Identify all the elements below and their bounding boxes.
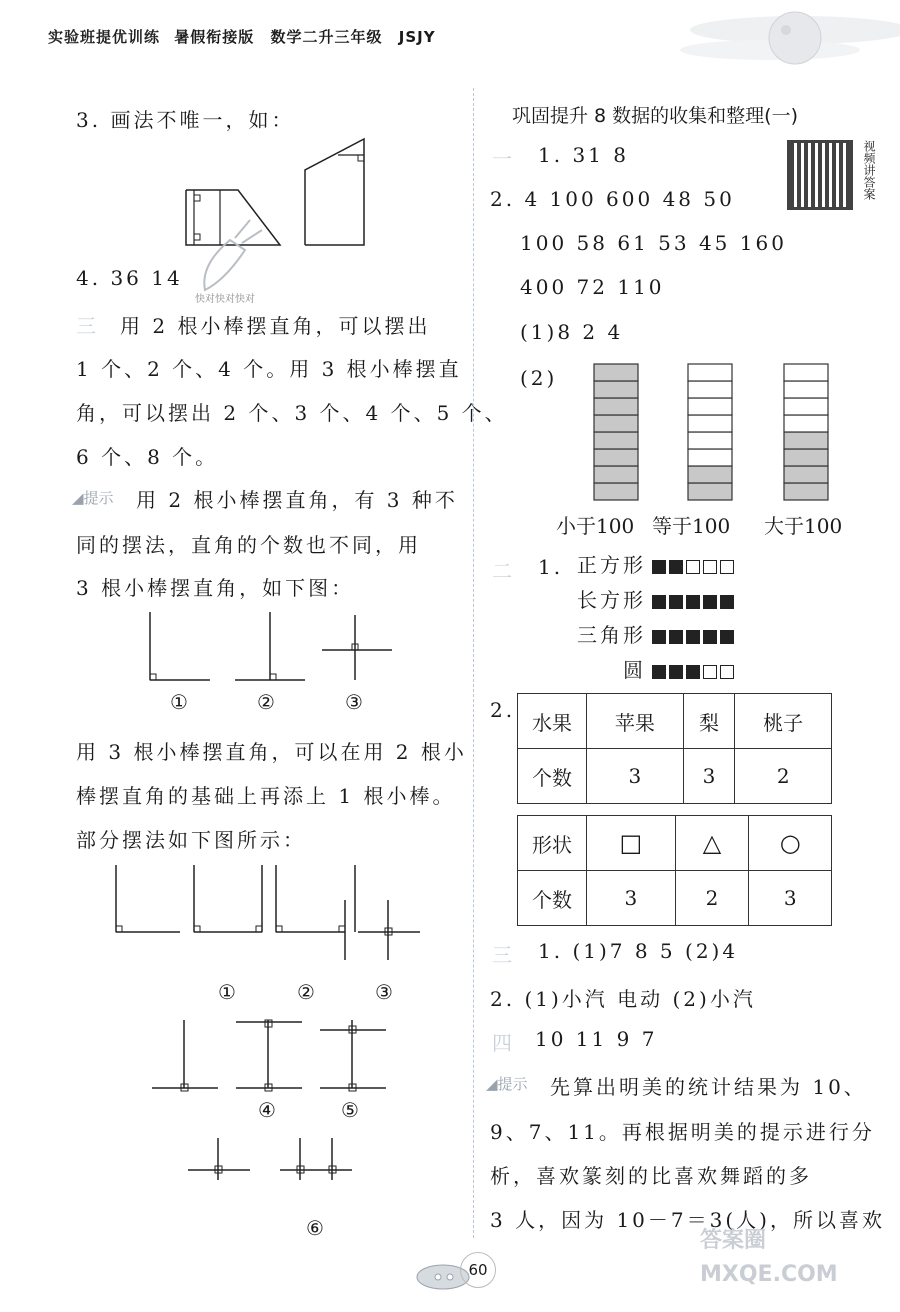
fig2-label-6: ⑥ bbox=[306, 1216, 327, 1240]
tally-empty-square bbox=[720, 560, 734, 574]
table-cell: 3 bbox=[749, 871, 832, 926]
tally-filled-square bbox=[686, 595, 700, 609]
table-row bbox=[518, 749, 832, 804]
header-edition: 暑假衔接版 bbox=[174, 28, 255, 46]
right-section4-marker: 四 bbox=[492, 1031, 512, 1055]
sec1-q2-line1: 2. 4 100 600 48 50 bbox=[490, 187, 735, 211]
left-p2-line3: 部分摆法如下图所示： bbox=[76, 828, 306, 852]
sec1-q2-part2: (2) bbox=[520, 366, 558, 390]
bar-cell bbox=[594, 432, 638, 449]
shape-row-label: 圆 bbox=[623, 658, 646, 682]
shape-row-label: 三角形 bbox=[577, 623, 646, 647]
qr-caption: 视频讲答案 bbox=[862, 140, 876, 200]
shape-row bbox=[562, 618, 737, 653]
footer-watermark: 答案圈 MXQE.COM bbox=[700, 1228, 838, 1287]
fig2-label-2: ② bbox=[297, 980, 318, 1004]
tally-empty-square bbox=[703, 665, 717, 679]
stacked-box-chart bbox=[590, 360, 840, 505]
header-code: JSJY bbox=[398, 28, 436, 46]
table-cell: □ bbox=[587, 816, 675, 871]
header-subject: 数学二升三年级 bbox=[270, 28, 383, 46]
right-section1-marker: 一 bbox=[492, 147, 512, 171]
right-hint-label: ◢提示 bbox=[486, 1075, 528, 1093]
bar-cell bbox=[688, 483, 732, 500]
tally-filled-square bbox=[703, 630, 717, 644]
table-row bbox=[518, 694, 832, 749]
bar-cell bbox=[594, 398, 638, 415]
header-series: 实验班提优训练 bbox=[48, 28, 161, 46]
bar-cell bbox=[784, 381, 828, 398]
tally-filled-square bbox=[720, 595, 734, 609]
bar-cell bbox=[688, 449, 732, 466]
fig1-label-2: ② bbox=[257, 690, 278, 714]
tally-filled-square bbox=[720, 630, 734, 644]
bar-cell bbox=[688, 381, 732, 398]
bar-cell bbox=[784, 398, 828, 415]
bar-cell bbox=[594, 466, 638, 483]
fig1-label-3: ③ bbox=[345, 690, 366, 714]
left-section3-marker: 三 bbox=[76, 314, 96, 338]
left-p2-line2: 棒摆直角的基础上再添上 1 根小棒。 bbox=[76, 784, 456, 808]
bar-label-3: 大于100 bbox=[764, 514, 843, 538]
table-cell: 桃子 bbox=[735, 694, 832, 749]
sec2-q2-num: 2. bbox=[490, 698, 516, 722]
bar-cell bbox=[688, 364, 732, 381]
shape-row bbox=[562, 583, 737, 618]
fig2-label-5: ⑤ bbox=[341, 1098, 362, 1122]
left-q3: 3. 画法不唯一，如： bbox=[76, 108, 295, 132]
right-title: 巩固提升 8 数据的收集和整理(一) bbox=[512, 105, 798, 127]
header bbox=[48, 26, 436, 47]
shape-row-label: 正方形 bbox=[577, 553, 646, 577]
bar-cell bbox=[784, 483, 828, 500]
bar-cell bbox=[784, 432, 828, 449]
table-cell: ○ bbox=[749, 816, 832, 871]
left-s3-line2: 1 个、2 个、4 个。用 3 根小棒摆直 bbox=[76, 357, 462, 381]
shape-row-label: 长方形 bbox=[577, 588, 646, 612]
bar-cell bbox=[594, 449, 638, 466]
bar-label-1: 小于100 bbox=[556, 514, 635, 538]
sec2-q1-num: 1. bbox=[538, 555, 564, 579]
bar-cell bbox=[784, 415, 828, 432]
column-divider bbox=[473, 88, 474, 1238]
left-s3-line3: 角，可以摆出 2 个、3 个、4 个、5 个、 bbox=[76, 401, 508, 425]
left-s3-line1: 用 2 根小棒摆直角，可以摆出 bbox=[120, 314, 431, 338]
tally-empty-square bbox=[686, 560, 700, 574]
sec3-q1: 1. (1)7 8 5 (2)4 bbox=[538, 939, 739, 963]
bar-cell bbox=[688, 432, 732, 449]
figure-two-sticks bbox=[140, 610, 400, 685]
left-q4: 4. 36 14 bbox=[76, 266, 183, 290]
right-hint-line1: 先算出明美的统计结果为 10、 bbox=[550, 1075, 867, 1099]
left-hint-line2: 同的摆法，直角的个数也不同，用 bbox=[76, 533, 421, 557]
bar-cell bbox=[594, 483, 638, 500]
bar-cell bbox=[784, 449, 828, 466]
bar-label-2: 等于100 bbox=[652, 514, 731, 538]
table-cell: 形状 bbox=[518, 816, 587, 871]
tally-filled-square bbox=[669, 560, 683, 574]
carrot-icon bbox=[190, 210, 270, 300]
left-p2-line1: 用 3 根小棒摆直角，可以在用 2 根小 bbox=[76, 740, 467, 764]
figure-three-sticks bbox=[100, 860, 430, 1180]
q3-figures bbox=[150, 135, 390, 250]
sec1-q1: 1. 31 8 bbox=[538, 143, 629, 167]
shape-table bbox=[517, 815, 832, 926]
sec1-q2-line3: 400 72 110 bbox=[520, 275, 665, 299]
sec1-q2-part1: (1)8 2 4 bbox=[520, 320, 624, 344]
table-cell: 3 bbox=[587, 871, 675, 926]
shape-row bbox=[562, 548, 737, 583]
table-row bbox=[518, 871, 832, 926]
bar-cell bbox=[594, 364, 638, 381]
table-cell: 3 bbox=[683, 749, 735, 804]
table-cell: 个数 bbox=[518, 871, 587, 926]
table-cell: 2 bbox=[735, 749, 832, 804]
tally-filled-square bbox=[652, 665, 666, 679]
table-cell: 水果 bbox=[518, 694, 587, 749]
left-watermark: 快对快对快对 bbox=[195, 294, 255, 305]
table-cell: 3 bbox=[587, 749, 684, 804]
tally-filled-square bbox=[669, 595, 683, 609]
sec3-q2: 2. (1)小汽 电动 (2)小汽 bbox=[490, 987, 756, 1011]
bar-cell bbox=[594, 381, 638, 398]
right-hint-line2: 9、7、11。再根据明美的提示进行分 bbox=[490, 1120, 875, 1144]
bar-cell bbox=[688, 398, 732, 415]
table-row bbox=[518, 816, 832, 871]
tally-filled-square bbox=[686, 665, 700, 679]
hint-icon: ◢ bbox=[72, 489, 84, 507]
table-cell: 个数 bbox=[518, 749, 587, 804]
qr-code bbox=[787, 140, 853, 210]
bar-cell bbox=[594, 415, 638, 432]
right-section2-marker: 二 bbox=[492, 559, 512, 583]
table-cell: △ bbox=[675, 816, 749, 871]
left-s3-line4: 6 个、8 个。 bbox=[76, 445, 219, 469]
right-section3-marker: 三 bbox=[492, 943, 512, 967]
left-hint-line1: 用 2 根小棒摆直角，有 3 种不 bbox=[136, 488, 458, 512]
hint-icon: ◢ bbox=[486, 1075, 498, 1093]
sec1-q2-line2: 100 58 61 53 45 160 bbox=[520, 231, 787, 255]
table-cell: 梨 bbox=[683, 694, 735, 749]
fig2-label-1: ① bbox=[218, 980, 239, 1004]
fig1-label-1: ① bbox=[170, 690, 191, 714]
fig2-label-3: ③ bbox=[375, 980, 396, 1004]
left-hint-line3: 3 根小棒摆直角，如下图： bbox=[76, 576, 355, 600]
tally-filled-square bbox=[652, 595, 666, 609]
shape-row bbox=[562, 653, 737, 688]
bar-cell bbox=[688, 466, 732, 483]
tally-filled-square bbox=[652, 630, 666, 644]
bar-cell bbox=[688, 415, 732, 432]
sec4-answer: 10 11 9 7 bbox=[535, 1027, 658, 1051]
page-number: 60 bbox=[460, 1252, 496, 1288]
right-hint-line3: 析，喜欢篆刻的比喜欢舞蹈的多 bbox=[490, 1164, 812, 1188]
table-cell: 2 bbox=[675, 871, 749, 926]
table-cell: 苹果 bbox=[587, 694, 684, 749]
tally-empty-square bbox=[703, 560, 717, 574]
header-decoration bbox=[660, 0, 900, 80]
tally-filled-square bbox=[703, 595, 717, 609]
tally-filled-square bbox=[652, 560, 666, 574]
tally-filled-square bbox=[686, 630, 700, 644]
fruit-table bbox=[517, 693, 832, 804]
tally-filled-square bbox=[669, 630, 683, 644]
shape-tally bbox=[562, 548, 737, 688]
tally-filled-square bbox=[669, 665, 683, 679]
tally-empty-square bbox=[720, 665, 734, 679]
right-hint-line4: 3 人，因为 10－7＝3(人)，所以喜欢 bbox=[490, 1208, 885, 1232]
bar-cell bbox=[784, 364, 828, 381]
bar-cell bbox=[784, 466, 828, 483]
fig2-label-4: ④ bbox=[258, 1098, 279, 1122]
left-hint-label: ◢提示 bbox=[72, 489, 114, 507]
